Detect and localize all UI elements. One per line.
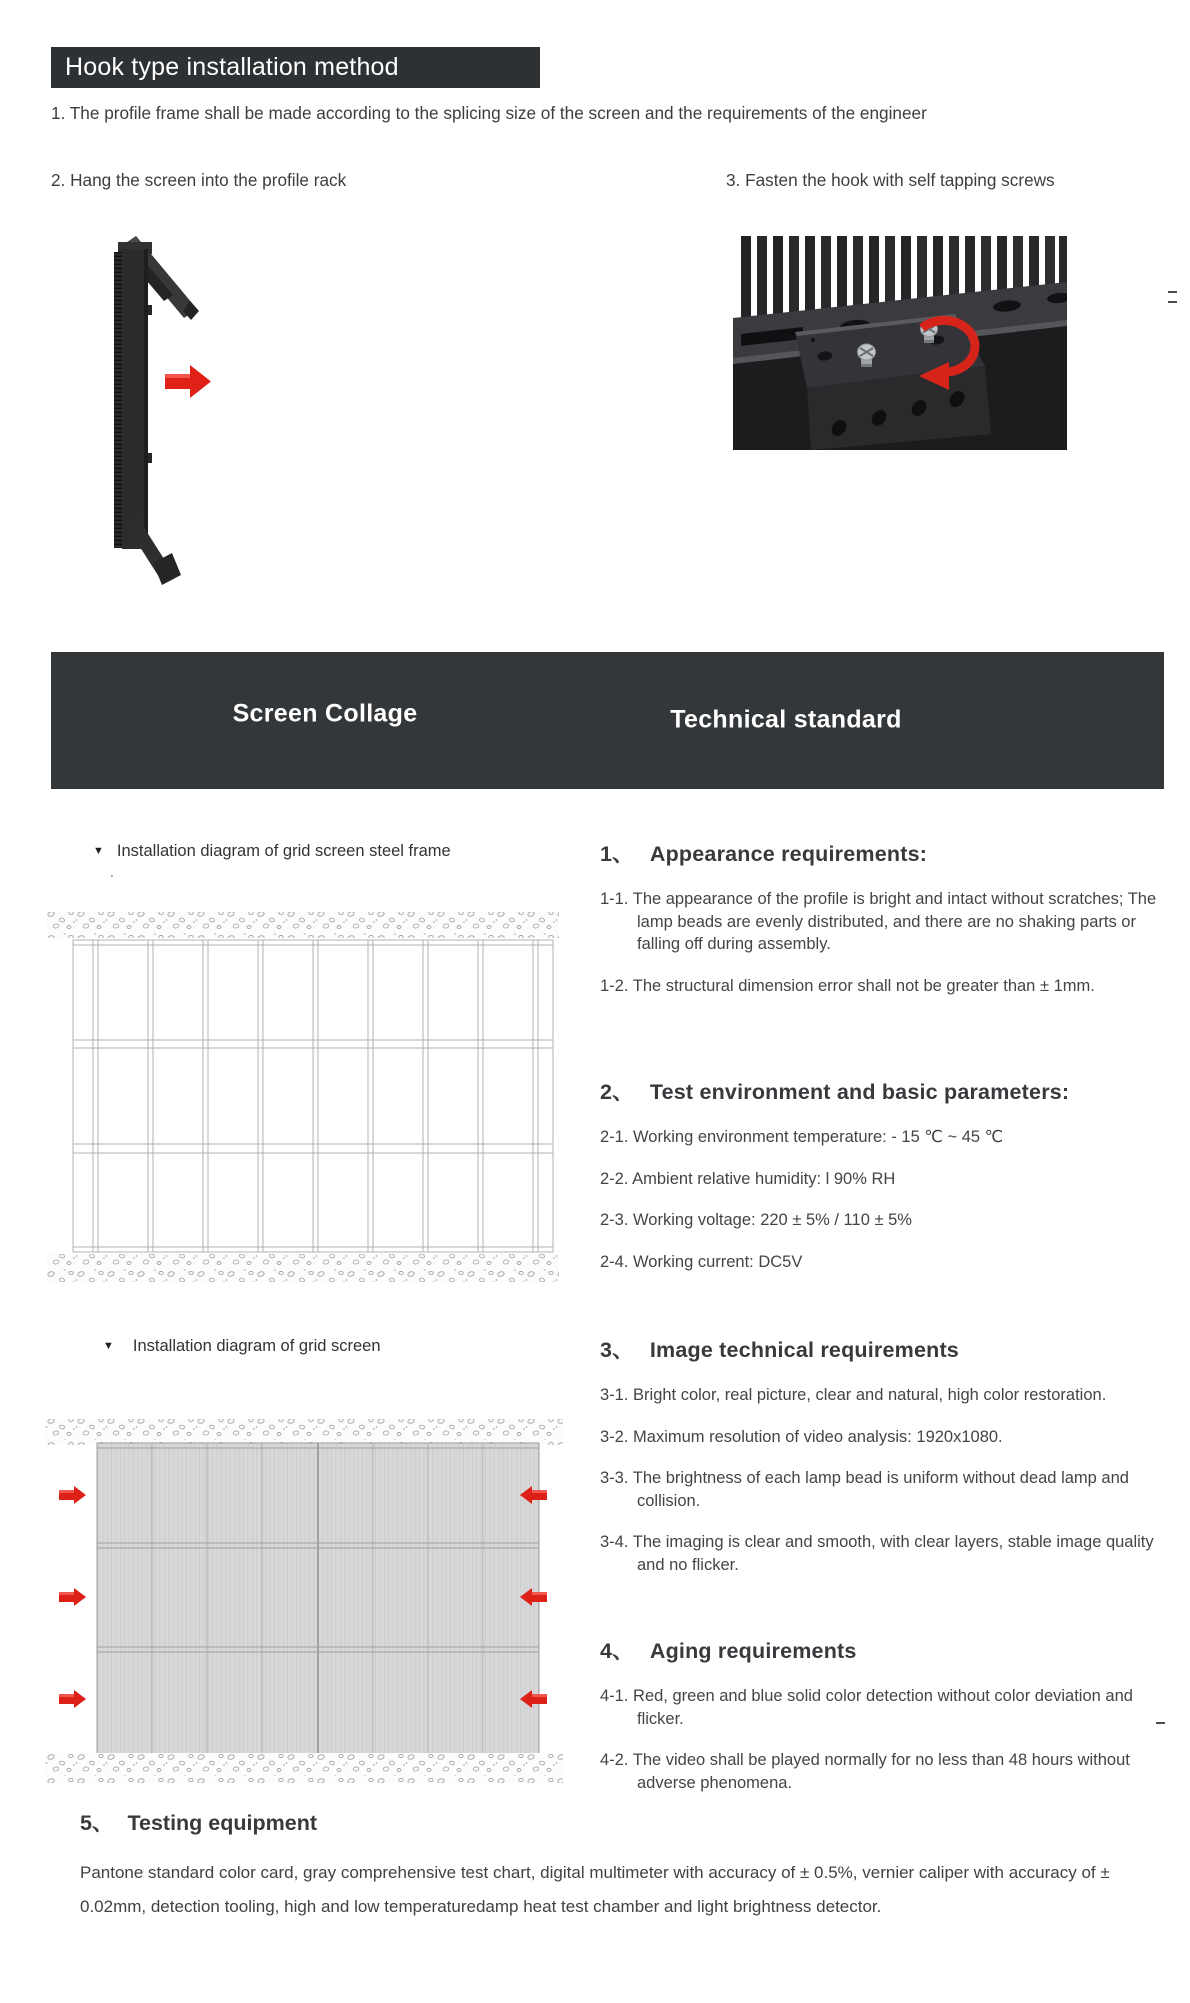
step-2-label: 2. Hang the screen into the profile rack xyxy=(51,170,347,190)
item-number: 3-3. xyxy=(600,1469,629,1487)
item-number: 2-4. xyxy=(600,1252,629,1271)
hang-screen-illustration xyxy=(95,225,305,585)
requirement-item xyxy=(600,1384,1158,1407)
arrow-right-icon xyxy=(59,1486,86,1504)
item-number: 1-1. xyxy=(600,890,629,908)
item-text: The structural dimension error shall not be greater than ± 1mm. xyxy=(632,976,1095,995)
arrow-right-icon xyxy=(59,1588,86,1606)
section-banner xyxy=(51,652,1164,789)
page-title: Hook type installation method xyxy=(51,47,540,88)
steel-frame-diagram xyxy=(45,908,563,1284)
hook-plate xyxy=(795,314,991,450)
item-number: 3-2. xyxy=(600,1427,629,1446)
section-testing-equipment-heading xyxy=(80,1806,317,1837)
requirement-item xyxy=(600,1168,1158,1191)
floor-hatch-band xyxy=(47,1254,559,1282)
caption-text: Installation diagram of grid screen xyxy=(132,1337,381,1355)
ceiling-hatch-band xyxy=(47,912,559,938)
section-title: Aging requirements xyxy=(649,1639,857,1663)
section-heading xyxy=(600,840,1158,868)
item-text: Working environment temperature: - 15 ℃ ~ 45 ℃ xyxy=(633,1128,1004,1146)
stray-mark xyxy=(1168,301,1177,303)
grid-screen-diagram xyxy=(45,1415,563,1787)
section-title: Testing equipment xyxy=(127,1811,317,1835)
requirement-item xyxy=(600,1685,1158,1730)
item-number: 4-2. xyxy=(600,1751,629,1769)
section-heading xyxy=(600,1336,1158,1364)
item-number: 2-2. xyxy=(600,1169,629,1188)
section-number: 5、 xyxy=(80,1811,114,1835)
ceiling-hatch-band xyxy=(45,1419,563,1445)
section-aging-requirements xyxy=(600,1637,1158,1813)
requirement-item xyxy=(600,1467,1158,1512)
item-text: Bright color, real picture, clear and natural, high color restoration. xyxy=(633,1386,1107,1404)
item-number: 3-4. xyxy=(600,1533,629,1551)
banner-title-technical-standard: Technical standard xyxy=(670,705,902,734)
section-number: 4、 xyxy=(600,1639,634,1663)
arrow-right-icon xyxy=(59,1690,86,1708)
triangle-marker-icon: ▼ xyxy=(93,845,104,857)
requirement-item xyxy=(600,1126,1158,1149)
section-test-environment xyxy=(600,1078,1158,1292)
caption-grid-screen-steel-frame xyxy=(93,842,451,861)
testing-equipment-paragraph: Pantone standard color card, gray comprehensive test chart, digital multimeter with accuracy of ± 0.5%, vernier caliper with accuracy of ± 0.02mm, detection tooling, high and low temperaturedamp heat test chamber and light brightness detector. xyxy=(80,1863,1110,1916)
requirement-item xyxy=(600,1251,1158,1274)
section-heading xyxy=(600,1637,1158,1665)
caption-text: Installation diagram of grid screen steel frame xyxy=(116,842,451,860)
requirement-item xyxy=(600,1749,1158,1794)
item-text: Ambient relative humidity: l 90% RH xyxy=(632,1169,896,1188)
requirement-item xyxy=(600,975,1158,998)
caption-note-dot: . xyxy=(110,864,114,880)
item-text: The imaging is clear and smooth, with clear layers, stable image quality and no flicker. xyxy=(632,1533,1154,1574)
fasten-hook-illustration xyxy=(733,236,1067,450)
caption-grid-screen xyxy=(103,1337,381,1356)
section-image-technical xyxy=(600,1336,1158,1595)
section-appearance-requirements xyxy=(600,840,1158,1016)
section-number: 1、 xyxy=(600,842,634,866)
section-number: 2、 xyxy=(600,1080,634,1104)
item-text: The video shall be played normally for no less than 48 hours without adverse phenomena. xyxy=(632,1751,1130,1792)
step-1-text: 1. The profile frame shall be made according to the splicing size of the screen and the requirements of the engineer xyxy=(51,103,927,123)
item-text: Working voltage: 220 ± 5% / 110 ± 5% xyxy=(633,1211,912,1229)
section-title: Appearance requirements: xyxy=(649,842,928,866)
item-text: Red, green and blue solid color detection without color deviation and flicker. xyxy=(633,1687,1133,1728)
item-number: 2-3. xyxy=(600,1211,629,1229)
requirement-item xyxy=(600,1426,1158,1449)
item-text: Maximum resolution of video analysis: 1920x1080. xyxy=(633,1427,1003,1446)
triangle-marker-icon: ▼ xyxy=(103,1340,114,1352)
section-title: Test environment and basic parameters: xyxy=(649,1080,1070,1104)
section-number: 3、 xyxy=(600,1338,634,1362)
floor-hatch-band xyxy=(45,1753,563,1783)
section-heading xyxy=(600,1078,1158,1106)
screen-panel-side-view xyxy=(114,236,199,585)
requirement-item xyxy=(600,1531,1158,1576)
item-number: 3-1. xyxy=(600,1386,629,1404)
banner-title-screen-collage: Screen Collage xyxy=(232,699,418,728)
item-number: 1-2. xyxy=(600,976,629,995)
requirement-item xyxy=(600,888,1158,956)
item-text: Working current: DC5V xyxy=(633,1252,803,1271)
item-text: The brightness of each lamp bead is uniform without dead lamp and collision. xyxy=(632,1469,1129,1510)
item-number: 4-1. xyxy=(600,1687,629,1705)
requirement-item xyxy=(600,1209,1158,1232)
item-number: 2-1. xyxy=(600,1128,629,1146)
screen-panels xyxy=(97,1443,539,1757)
step-3-label: 3. Fasten the hook with self tapping screws xyxy=(726,170,1055,190)
item-text: The appearance of the profile is bright and intact without scratches; The lamp beads are evenly distributed, and there are no shaking parts or falling off during assembly. xyxy=(632,890,1157,953)
section-title: Image technical requirements xyxy=(649,1338,959,1362)
steel-frame-grid xyxy=(73,940,553,1252)
stray-mark xyxy=(1168,291,1177,293)
arrow-right-icon xyxy=(165,365,211,398)
